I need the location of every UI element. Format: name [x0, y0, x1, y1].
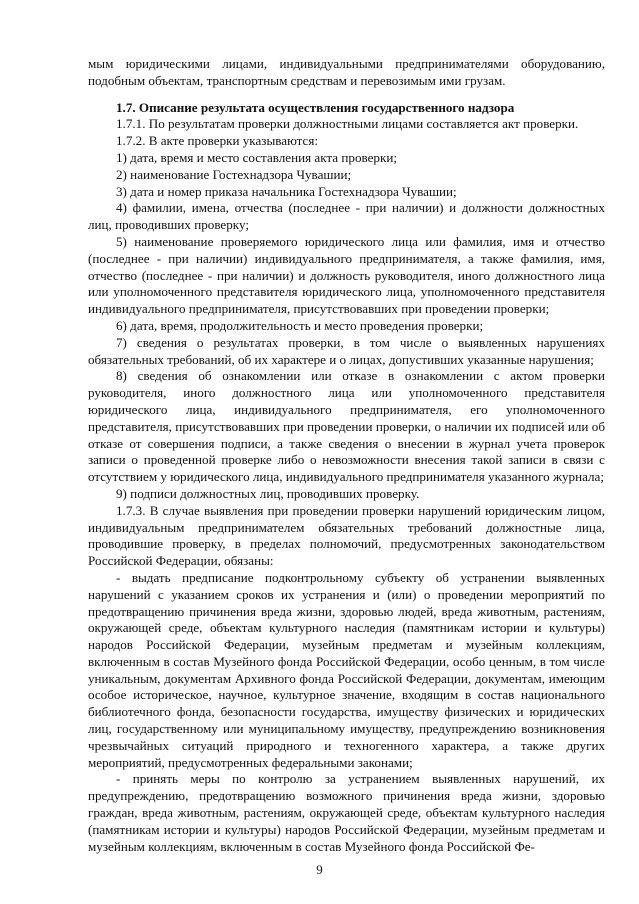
list-item-7: 7) сведения о результатах проверки, в том числе о выявленных нарушениях обязательных требований, об их характере и о лицах, допустивших указанные нарушения; [88, 334, 605, 367]
list-item-6: 6) дата, время, продолжительность и место проведения проверки; [116, 317, 484, 333]
bullet-item-control-measures: - принять меры по контролю за устранением выявленных нарушений, их предупреждению, предотвращению возможного причинения вреда жизни, здоровью граждан, вреда животным, растениям, окружающей среде, объектам культурного наследия (памятникам истории и культуры) народов Российской Федерации, музейным предметам и музейным коллекциям, включенным в состав Музейного фонда Российской Фе- [88, 771, 605, 854]
list-item-1: 1) дата, время и место составления акта проверки; [116, 149, 397, 165]
list-item-2: 2) наименование Гостехнадзора Чувашии; [116, 166, 352, 182]
page-number: 9 [316, 862, 323, 877]
bullet-item-prescription: - выдать предписание подконтрольному субъекту об устранении выявленных нарушений с указанием сроков их устранения и (или) о проведении мероприятий по предотвращению причинения вреда жизни, здоровью людей, вреда животным, растениям, окружающей среде, объектам культурного наследия (памятникам истории и культуры) народов Российской Федерации, музейным предметам и музейным коллекциям, включенным в состав Музейного фонда Российской Федерации, особо ценным, в том числе уникальным, документам Архивного фонда Российской Федерации, документам, имеющим особое историческое, научное, культурное значение, входящим в состав национального библиотечного фонда, безопасности государства, имуществу физических и юридических лиц, государственному или муниципальному имуществу, предупреждению возникновения чрезвычайных ситуаций природного и техногенного характера, а также других мероприятий, предусмотренных федеральными законами; [88, 569, 605, 770]
paragraph-1-7-2: 1.7.2. В акте проверки указываются: [116, 133, 319, 149]
paragraph-1-7-3: 1.7.3. В случае выявления при проведении проверки нарушений юридическим лицом, индивидуальным предпринимателем обязательных требований должностные лица, проводившие проверку, в пределах полномочий, предусмотренных законодательством Российской Федерации, обязаны: [88, 502, 605, 569]
list-item-8: 8) сведения об ознакомлении или отказе в ознакомлении с актом проверки руководителя, иного должностного лица или уполномоченного представителя юридического лица, индивидуального предпринимателя, его уполномоченного представителя, присутствовавших при проведении проверки, о наличии их подписей или об отказе от совершения подписи, а также сведения о внесении в журнал учета проверок записи о проведенной проверке либо о невозможности внесения такой записи в связи с отсутствием у юридического лица, индивидуального предпринимателя указанного журнала; [88, 368, 605, 485]
paragraph-continuation: мым юридическими лицами, индивидуальными предпринимателями оборудованию, подобным объектам, транспортным средствам и перевозимым ими грузам. [88, 56, 605, 88]
section-heading: 1.7. Описание результата осуществления государственного надзора [116, 99, 515, 115]
list-item-4: 4) фамилии, имена, отчества (последнее - при наличии) и должности должностных лиц, проводивших проверку; [88, 200, 605, 233]
list-item-3: 3) дата и номер приказа начальника Гостехнадзора Чувашии; [116, 183, 457, 199]
list-item-9: 9) подписи должностных лиц, проводивших проверку. [116, 485, 420, 501]
list-item-5: 5) наименование проверяемого юридического лица или фамилия, имя и отчество (последнее - при наличии) индивидуального предпринимателя, а также фамилия, имя, отчество (последнее - при наличии) и должность руководителя, иного должностного лица или уполномоченного представителя юридического лица, уполномоченного представителя индивидуального предпринимателя, присутствовавших при проведении проверки; [88, 233, 605, 317]
paragraph-1-7-1: 1.7.1. По результатам проверки должностными лицами составляется акт проверки. [116, 116, 579, 132]
document-body [88, 56, 605, 855]
